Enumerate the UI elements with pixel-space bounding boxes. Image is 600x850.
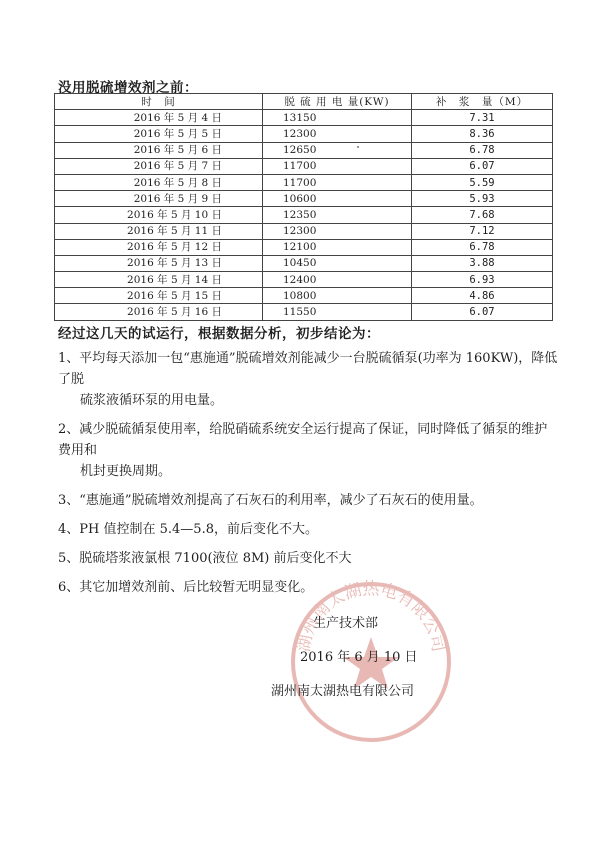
conclusion-text: 6、其它加增效剂前、后比较暂无明显变化。 — [58, 580, 314, 595]
cell-slurry: 5.59 — [412, 174, 553, 190]
cell-power: 10800 — [263, 288, 412, 304]
cell-slurry: 8.36 — [412, 126, 553, 142]
conclusion-text: 2、减少脱硫循泵使用率，给脱硝硫系统安全运行提高了保证，同时降低了循泵的维护费用和 — [58, 422, 548, 458]
cell-slurry: 6.78 — [412, 239, 553, 255]
conclusion-text: 1、平均每天添加一包“惠施通”脱硫增效剂能减少一台脱硫循泵(功率为 160KW)，降低了脱 — [58, 351, 558, 387]
cell-date: 2016 年 5 月 10 日 — [55, 207, 263, 223]
table-heading: 没用脱硫增效剂之前： — [58, 80, 198, 96]
cell-slurry: 3.88 — [412, 255, 553, 271]
cell-slurry: 5.93 — [412, 191, 553, 207]
cell-power: 11550 — [263, 304, 412, 320]
cell-date: 2016 年 5 月 14 日 — [55, 272, 263, 288]
cell-power: 12300 — [263, 126, 412, 142]
header-time: 时 间 — [55, 94, 263, 110]
conclusion-item — [58, 519, 558, 540]
cell-date: 2016 年 5 月 8 日 — [55, 174, 263, 190]
conclusion-item — [58, 419, 558, 482]
summary-title: 经过这几天的试运行，根据数据分析，初步结论为： — [58, 326, 380, 342]
table-row — [55, 272, 553, 288]
cell-power: 12300 — [263, 223, 412, 239]
cell-date: 2016 年 5 月 13 日 — [55, 255, 263, 271]
cell-date: 2016 年 5 月 6 日 — [55, 142, 263, 158]
table-row — [55, 288, 553, 304]
cell-date: 2016 年 5 月 11 日 — [55, 223, 263, 239]
table-row — [55, 207, 553, 223]
header-slurry: 补 浆 量（M） — [412, 94, 553, 110]
conclusion-list — [58, 348, 558, 606]
cell-date: 2016 年 5 月 5 日 — [55, 126, 263, 142]
cell-date: 2016 年 5 月 9 日 — [55, 191, 263, 207]
cell-date: 2016 年 5 月 7 日 — [55, 158, 263, 174]
conclusion-continuation: 硫浆液循环泵的用电量。 — [80, 393, 224, 408]
conclusion-item — [58, 348, 558, 411]
cell-slurry: 7.12 — [412, 223, 553, 239]
table-row — [55, 110, 553, 126]
svg-text:湖州南太湖热电有限公司: 湖州南太湖热电有限公司 — [293, 579, 449, 654]
table-row — [55, 191, 553, 207]
cell-slurry: 4.86 — [412, 288, 553, 304]
table-row — [55, 304, 553, 320]
cell-power: 11700 — [263, 174, 412, 190]
cell-slurry: 6.07 — [412, 158, 553, 174]
cell-power: 11700 — [263, 158, 412, 174]
conclusion-text: 4、PH 值控制在 5.4—5.8，前后变化不大。 — [58, 522, 318, 537]
signature-date: 2016 年 6 月 10 日 — [300, 650, 418, 665]
cell-slurry: 6.93 — [412, 272, 553, 288]
signature-company: 湖州南太湖热电有限公司 — [271, 684, 415, 699]
table-row — [55, 142, 553, 158]
table-row — [55, 174, 553, 190]
table-row — [55, 126, 553, 142]
table-header-row — [55, 94, 553, 110]
cell-power: 10600 — [263, 191, 412, 207]
cell-power: 10450 — [263, 255, 412, 271]
cell-power: 12650 — [263, 142, 412, 158]
cell-date: 2016 年 5 月 12 日 — [55, 239, 263, 255]
data-table — [54, 93, 553, 321]
table-row — [55, 223, 553, 239]
cell-power: 13150 — [263, 110, 412, 126]
cell-power: 12350 — [263, 207, 412, 223]
cell-power: 12100 — [263, 239, 412, 255]
cell-slurry: 6.78 — [412, 142, 553, 158]
cell-power: 12400 — [263, 272, 412, 288]
cell-slurry: 7.68 — [412, 207, 553, 223]
table-row — [55, 239, 553, 255]
conclusion-text: 5、脱硫塔浆液氯根 7100(液位 8M) 前后变化不大 — [58, 551, 352, 566]
signature-department: 生产技术部 — [313, 616, 379, 631]
scan-speck — [357, 146, 359, 148]
table-row — [55, 158, 553, 174]
conclusion-text: 3、“惠施通”脱硫增效剂提高了石灰石的利用率，减少了石灰石的使用量。 — [58, 493, 483, 508]
cell-date: 2016 年 5 月 4 日 — [55, 110, 263, 126]
conclusion-item — [58, 548, 558, 569]
conclusion-item — [58, 490, 558, 511]
cell-date: 2016 年 5 月 16 日 — [55, 304, 263, 320]
cell-date: 2016 年 5 月 15 日 — [55, 288, 263, 304]
cell-slurry: 6.07 — [412, 304, 553, 320]
header-power: 脱 硫 用 电 量(KW) — [263, 94, 412, 110]
table-row — [55, 255, 553, 271]
cell-slurry: 7.31 — [412, 110, 553, 126]
conclusion-continuation: 机封更换周期。 — [80, 464, 172, 479]
